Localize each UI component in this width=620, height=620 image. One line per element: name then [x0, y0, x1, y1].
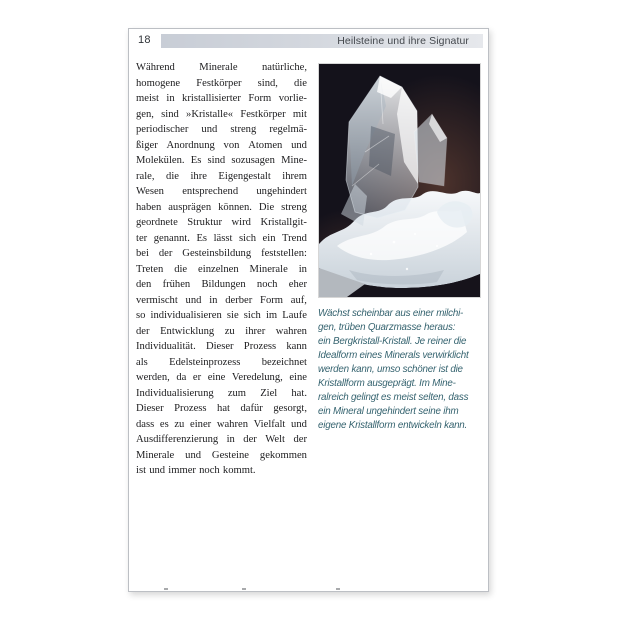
- text-line: Dieser Prozess hat dafür gesorgt,: [136, 403, 307, 414]
- text-line: vermischt und in derber Form auf,: [136, 294, 307, 306]
- header-bar: [161, 34, 483, 48]
- text-line: Individualität. Dieser Prozess kann: [136, 341, 307, 352]
- text-line: gen, sind »Kristalle« Festkörper mit: [136, 108, 307, 120]
- text-line: als Edelsteinprozess bezeichnet: [136, 356, 307, 368]
- text-line: werden, da er eine Veredelung, eine: [136, 372, 307, 383]
- text-line: periodischer und streng regelmä-: [136, 124, 307, 135]
- text-line: ein Bergkristall-Kristall. Je reiner die: [318, 336, 467, 347]
- body-paragraph: [136, 62, 307, 481]
- text-line: Individualisierung zum Ziel hat.: [136, 387, 307, 399]
- figure-caption: [318, 307, 488, 433]
- page-number: 18: [138, 34, 151, 46]
- chapter-title: Heilsteine und ihre Signatur: [337, 35, 469, 47]
- bergkristall-photo: [318, 63, 481, 298]
- text-line: so individualisieren sie sich im Laufe: [136, 310, 307, 321]
- text-line: homogene Festkörper sind, die: [136, 77, 307, 89]
- page-header: [129, 34, 488, 48]
- text-line: ist und immer noch kommt.: [136, 465, 256, 476]
- text-line: Wesen entsprechend ungehindert: [136, 186, 307, 197]
- text-line: Kristallform ausgeprägt. Im Mine-: [318, 378, 456, 389]
- text-line: ßiger Anordnung von Atomen und: [136, 139, 307, 151]
- text-line: geordnete Struktur wird Kristallgit-: [136, 217, 307, 228]
- crop-mark: [164, 588, 168, 590]
- text-line: haben ausprägen können. Die streng: [136, 201, 307, 213]
- text-line: dass es zu einer wahren Vielfalt und: [136, 418, 307, 430]
- text-line: Während Minerale natürliche,: [136, 62, 307, 73]
- text-line: Molekülen. Es sind sozusagen Mine-: [136, 155, 307, 166]
- text-line: meist in kristallisierter Form vorlie-: [136, 93, 307, 104]
- text-line: den frühen Bildungen noch eher: [136, 279, 307, 290]
- text-line: ter genannt. Es lässt sich ein Trend: [136, 232, 307, 244]
- text-line: werden kann, umso schöner ist die: [318, 364, 463, 375]
- text-line: Wächst scheinbar aus einer milchi-: [318, 308, 464, 319]
- text-line: der Entwicklung zu ihrer wahren: [136, 325, 307, 337]
- text-line: Ausdifferenzierung in der Welt der: [136, 434, 307, 445]
- text-line: bei der Gesteinsbildung feststellen:: [136, 248, 307, 259]
- book-page: [128, 28, 489, 592]
- text-line: Minerale und Gesteine gekommen: [136, 449, 307, 461]
- text-line: rale, die ihre Eigengestalt ihrem: [136, 170, 307, 182]
- crop-mark: [336, 588, 340, 590]
- crystal-illustration: [319, 64, 480, 297]
- text-line: eigene Kristallform entwickeln kann.: [318, 420, 468, 431]
- text-line: ralreich gelingt es meist selten, dass: [318, 392, 469, 403]
- text-line: Treten die einzelnen Minerale in: [136, 263, 307, 275]
- text-line: ein Mineral ungehindert seine ihm: [318, 406, 459, 417]
- text-line: Idealform eines Minerals verwirklicht: [318, 350, 469, 361]
- text-line: gen, trüben Quarzmasse heraus:: [318, 322, 456, 333]
- crop-mark: [242, 588, 246, 590]
